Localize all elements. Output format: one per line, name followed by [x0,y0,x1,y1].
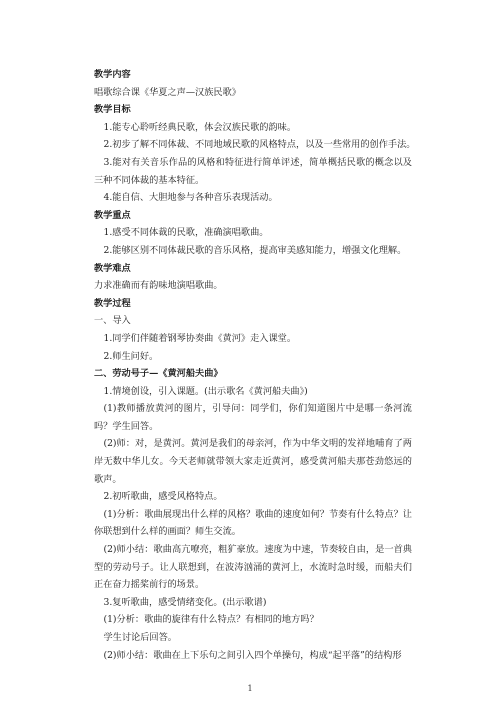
paragraph-line: 2.初步了解不同体裁、不同地域民歌的风格特点，以及一些常用的创作手法。 [103,139,416,151]
document-body [94,66,416,664]
section-heading: 教学过程 [94,297,131,309]
paragraph-line: 一、导入 [94,315,131,327]
paragraph-line: (1)分析：歌曲的旋律有什么特点？有相同的地方吗？ [103,614,319,626]
paragraph-line: (1)分析：歌曲展现出什么样的风格？歌曲的速度如何？节奏有什么特点？让你联想到什么样的画面？师生交流。 [94,508,412,538]
paragraph-line: 2.能够区别不同体裁民歌的音乐风格，提高审美感知能力，增强文化理解。 [103,244,407,256]
page-number: 1 [247,684,253,693]
paragraph-line: 2.初听歌曲，感受风格特点。 [103,491,223,503]
section-heading: 二、劳动号子—《黄河船夫曲》 [94,368,223,380]
paragraph-line: 1.感受不同体裁的民歌，准确演唱歌曲。 [103,227,269,239]
paragraph-line: (2)师：对，是黄河。黄河是我们的母亲河，作为中华文明的发祥地哺育了两岸无数中华儿女。今天老师就带领大家走近黄河，感受黄河船夫那苍劲悠远的歌声。 [94,438,412,485]
section-heading: 教学难点 [94,262,131,274]
paragraph-line: 1.情境创设，引入课题。(出示歌名《黄河船夫曲》) [103,385,308,397]
section-heading: 教学内容 [94,69,131,80]
paragraph-line: 3.复听歌曲，感受情绪变化。(出示歌谱) [103,596,267,608]
paragraph-line: 学生讨论后回答。 [103,632,177,643]
paragraph-line: 2.师生问好。 [103,350,159,362]
paragraph-line: (2)师小结：歌曲在上下乐句之间引入四个单操句，构成“起平落”的结构形 [103,649,402,661]
paragraph-line: 1.同学们伴随着钢琴协奏曲《黄河》走入课堂。 [103,332,297,344]
paragraph-line: 唱歌综合课《华夏之声—汉族民歌》 [94,86,241,98]
paragraph-line: 1.能专心聆听经典民歌，体会汉族民歌的韵味。 [103,121,297,133]
paragraph-line: (2)师小结：歌曲高亢嘹亮，粗犷豪放。速度为中速，节奏较自由，是一首典型的劳动号子。让人联想到，在波涛汹涌的黄河上，水流时急时缓，而船夫们正在奋力摇桨前行的场景。 [94,544,412,591]
section-heading: 教学目标 [94,104,131,116]
paragraph-line: 力求准确而有韵味地演唱歌曲。 [94,280,223,292]
paragraph-line: 3.能对有关音乐作品的风格和特征进行简单评述，简单概括民歌的概念以及三种不同体裁的基本特征。 [94,156,412,186]
paragraph-line: (1)教师播放黄河的图片，引导问：同学们，你们知道图片中是哪一条河流吗？学生回答。 [94,403,412,432]
paragraph-line: 4.能自信、大胆地参与各种音乐表现活动。 [103,192,278,204]
section-heading: 教学重点 [94,209,131,221]
